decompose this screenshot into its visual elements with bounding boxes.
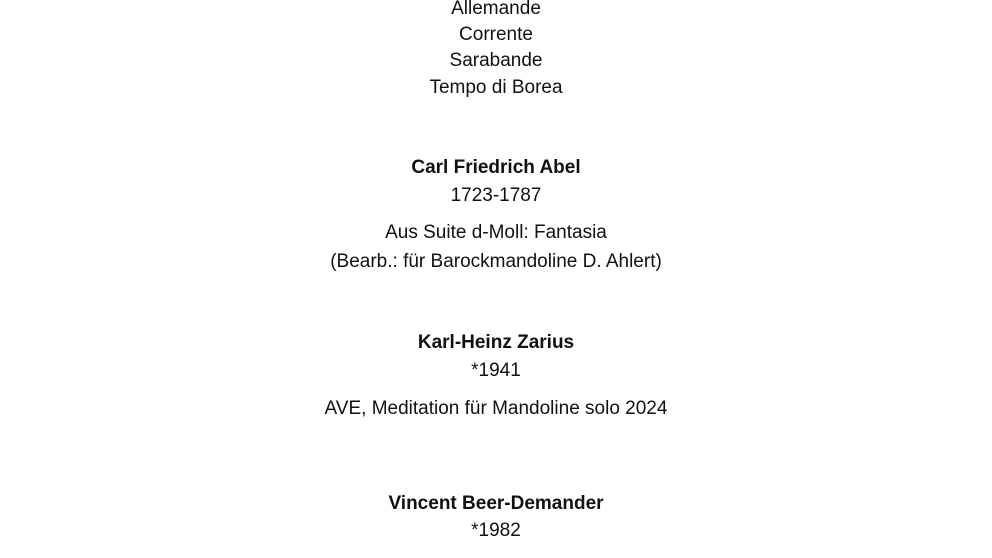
arrangement-note-abel: (Bearb.: für Barockmandoline D. Ahlert) xyxy=(330,251,662,272)
movement-sarabande: Sarabande xyxy=(449,50,543,71)
composer-name-zarius: Karl-Heinz Zarius xyxy=(417,332,575,353)
composer-years-abel: 1723-1787 xyxy=(450,185,542,206)
movement-tempo-di-borea: Tempo di Borea xyxy=(429,77,563,98)
composer-name-beer-demander: Vincent Beer-Demander xyxy=(388,493,604,514)
work-title-zarius: AVE, Meditation für Mandoline solo 2024 xyxy=(324,398,668,419)
composer-name-abel: Carl Friedrich Abel xyxy=(411,157,581,178)
movement-corrente: Corrente xyxy=(459,24,533,45)
composer-years-beer-demander: *1982 xyxy=(471,520,521,541)
movement-allemande: Allemande xyxy=(451,0,541,19)
composer-years-zarius: *1941 xyxy=(471,360,521,381)
work-title-abel: Aus Suite d-Moll: Fantasia xyxy=(385,222,607,243)
